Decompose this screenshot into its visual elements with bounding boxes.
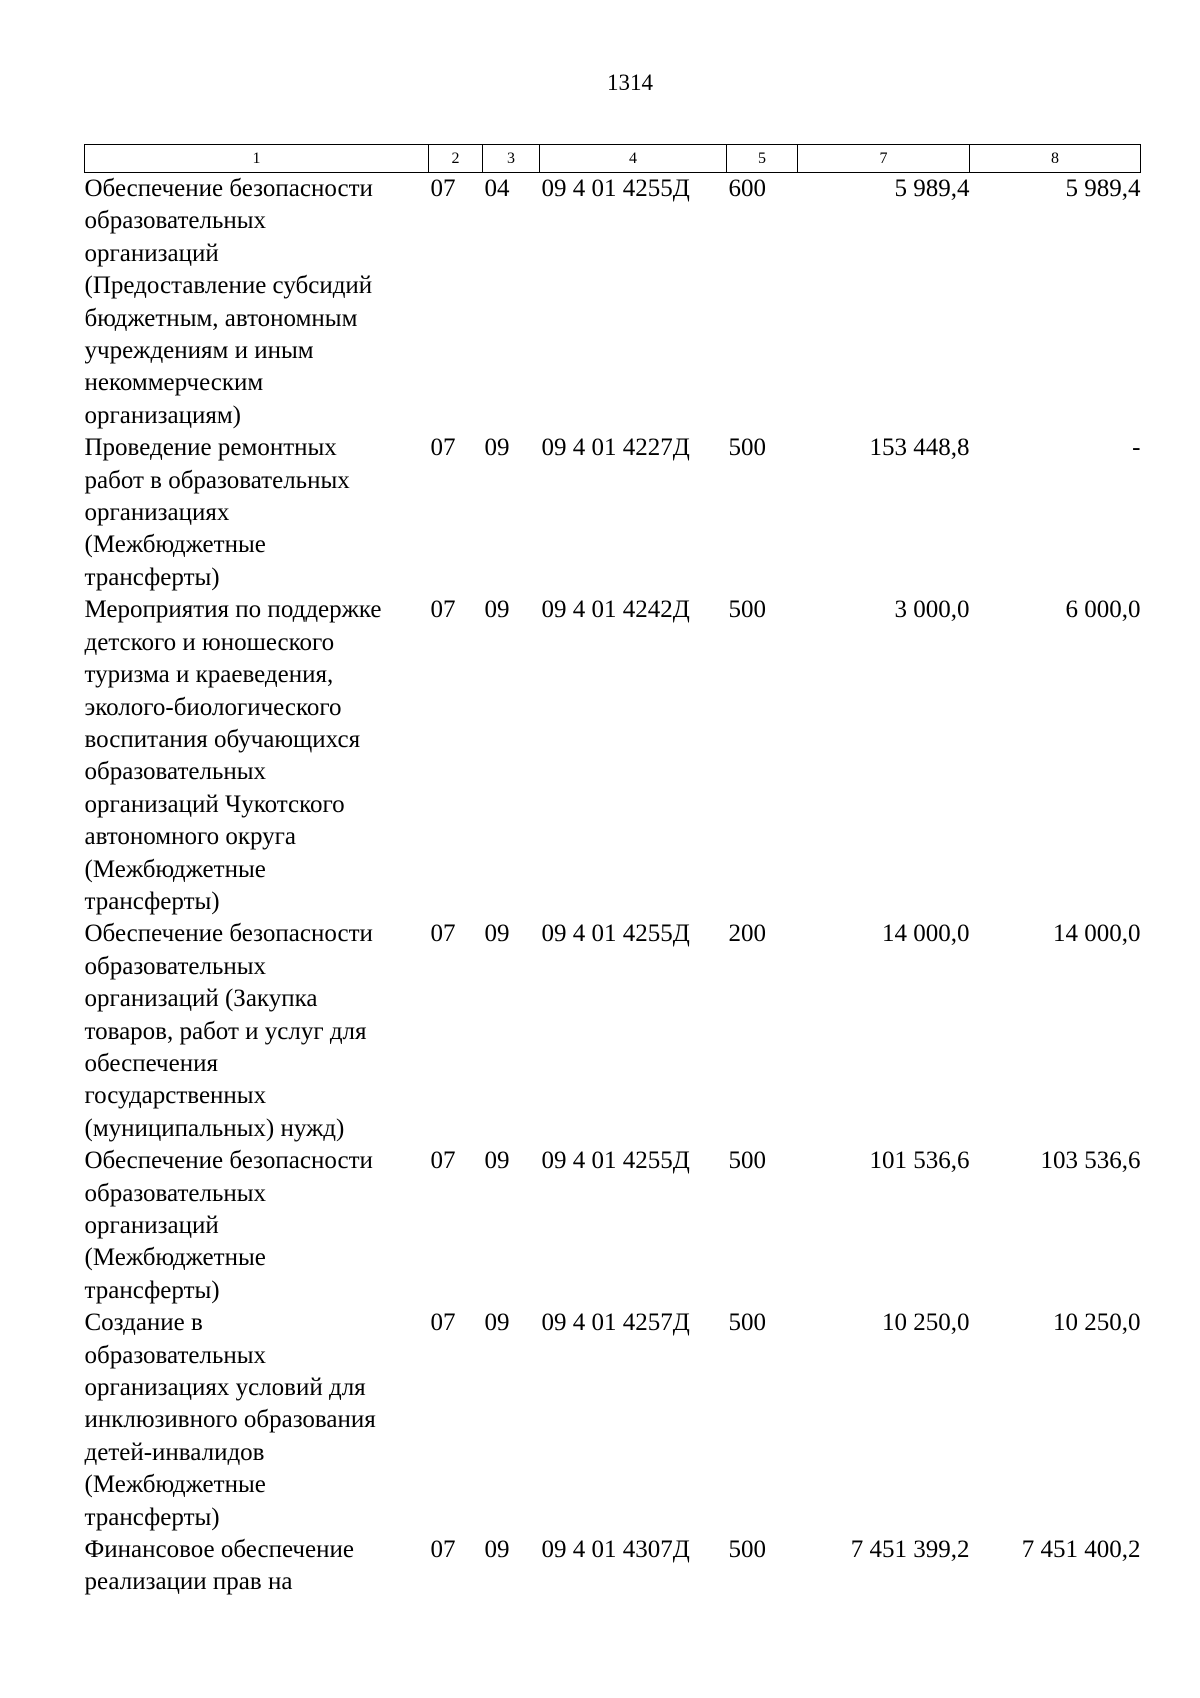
expense-type-code: 500 (728, 434, 766, 462)
row-name-line: (Межбюджетные (84, 531, 266, 559)
expense-type-code: 500 (728, 596, 766, 624)
amount-col-7: 10 250,0 (882, 1309, 970, 1337)
row-name (85, 1307, 429, 1534)
amount-col-7: 101 536,6 (869, 1147, 970, 1175)
subsection-code: 09 (484, 1309, 510, 1337)
budget-table (84, 144, 1141, 1599)
row-name-line: образовательных (84, 758, 267, 786)
expense-type-code: 200 (728, 920, 766, 948)
subsection-code: 09 (484, 920, 510, 948)
row-name-line: автономного округа (84, 823, 297, 851)
amount-col-8: 14 000,0 (1053, 920, 1141, 948)
table-row (85, 1145, 1141, 1307)
row-name-line: Обеспечение безопасности (84, 175, 373, 202)
row-name-line: эколого-биологического (84, 693, 342, 721)
row-name-line: трансферты) (84, 563, 220, 591)
section-code: 07 (430, 1147, 456, 1175)
row-name-line: организациях (84, 499, 230, 527)
header-col-2: 2 (429, 145, 483, 173)
table-row (85, 1307, 1141, 1534)
row-name-line: организаций (84, 1212, 219, 1239)
row-name-line: (Межбюджетные (84, 1244, 266, 1272)
header-col-4: 4 (540, 145, 727, 173)
header-col-7: 7 (798, 145, 970, 173)
header-col-8: 8 (970, 145, 1141, 173)
row-name (85, 173, 429, 433)
table-row (85, 594, 1141, 918)
expense-type-code: 500 (728, 1147, 766, 1175)
target-article-code: 09 4 01 4227Д (541, 434, 690, 462)
row-name-line: образовательных (84, 952, 267, 980)
row-name-line: образовательных (84, 1179, 267, 1207)
row-name (85, 594, 429, 918)
subsection-code: 09 (484, 596, 510, 624)
amount-col-7: 14 000,0 (882, 920, 970, 948)
row-name (85, 918, 429, 1145)
amount-col-8: 6 000,0 (1065, 596, 1141, 624)
row-name-line: Мероприятия по поддержке (84, 596, 382, 624)
target-article-code: 09 4 01 4255Д (541, 175, 690, 202)
expense-type-code: 500 (728, 1536, 766, 1564)
row-name (85, 1534, 429, 1599)
row-name-line: реализации прав на (84, 1568, 293, 1596)
row-name-line: трансферты) (84, 887, 220, 915)
row-name-line: образовательных (84, 207, 267, 235)
header-row (85, 145, 1141, 173)
subsection-code: 09 (484, 1147, 510, 1175)
row-name-line: детей-инвалидов (84, 1438, 265, 1466)
page-number: 1314 (607, 70, 653, 95)
row-name-line: бюджетным, автономным (84, 304, 358, 332)
row-name-line: организациях условий для (84, 1374, 366, 1402)
subsection-code: 04 (484, 175, 510, 202)
amount-col-7: 5 989,4 (894, 175, 970, 202)
row-name-line: образовательных (84, 1341, 267, 1369)
row-name (85, 1145, 429, 1307)
amount-col-8: 103 536,6 (1040, 1147, 1141, 1175)
header-col-5: 5 (727, 145, 798, 173)
row-name-line: инклюзивного образования (84, 1406, 376, 1434)
table-row (85, 1534, 1141, 1599)
header-col-3: 3 (483, 145, 540, 173)
amount-col-7: 153 448,8 (869, 434, 970, 462)
amount-col-7: 3 000,0 (894, 596, 970, 624)
row-name-line: организациям) (84, 401, 241, 429)
row-name-line: трансферты) (84, 1276, 220, 1304)
section-code: 07 (430, 596, 456, 624)
table-row (85, 918, 1141, 1145)
row-name-line: товаров, работ и услуг для (84, 1017, 367, 1045)
section-code: 07 (430, 434, 456, 462)
expense-type-code: 600 (728, 175, 766, 202)
row-name-line: трансферты) (84, 1503, 220, 1531)
row-name-line: учреждениям и иным (84, 337, 314, 365)
row-name-line: Финансовое обеспечение (84, 1536, 354, 1564)
row-name-line: детского и юношеского (84, 628, 335, 656)
row-name-line: Создание в (84, 1309, 203, 1337)
section-code: 07 (430, 1309, 456, 1337)
target-article-code: 09 4 01 4307Д (541, 1536, 690, 1564)
subsection-code: 09 (484, 434, 510, 462)
amount-col-8: 5 989,4 (1065, 175, 1141, 202)
amount-col-8: 10 250,0 (1053, 1309, 1141, 1337)
row-name-line: Проведение ремонтных (84, 434, 337, 462)
row-name-line: Обеспечение безопасности (84, 1147, 373, 1175)
row-name-line: (Межбюджетные (84, 855, 266, 883)
row-name-line: некоммерческим (84, 369, 264, 397)
amount-col-8: - (1132, 434, 1141, 462)
row-name (85, 432, 429, 594)
row-name-line: организаций Чукотского (84, 790, 345, 818)
target-article-code: 09 4 01 4257Д (541, 1309, 690, 1337)
row-name-line: воспитания обучающихся (84, 725, 361, 753)
row-name-line: обеспечения (84, 1049, 218, 1077)
row-name-line: Обеспечение безопасности (84, 920, 373, 948)
row-name-line: (муниципальных) нужд) (84, 1114, 345, 1142)
section-code: 07 (430, 920, 456, 948)
row-name-line: туризма и краеведения, (84, 661, 334, 689)
row-name-line: (Межбюджетные (84, 1471, 266, 1499)
table-row (85, 173, 1141, 433)
amount-col-8: 7 451 400,2 (1021, 1536, 1141, 1564)
expense-type-code: 500 (728, 1309, 766, 1337)
row-name-line: государственных (84, 1082, 267, 1110)
row-name-line: организаций (84, 239, 219, 267)
section-code: 07 (430, 175, 456, 202)
target-article-code: 09 4 01 4255Д (541, 920, 690, 948)
amount-col-7: 7 451 399,2 (850, 1536, 970, 1564)
subsection-code: 09 (484, 1536, 510, 1564)
row-name-line: работ в образовательных (84, 466, 350, 494)
row-name-line: организаций (Закупка (84, 985, 318, 1013)
header-col-1: 1 (85, 145, 429, 173)
row-name-line: (Предоставление субсидий (84, 272, 373, 300)
target-article-code: 09 4 01 4255Д (541, 1147, 690, 1175)
target-article-code: 09 4 01 4242Д (541, 596, 690, 624)
table-row (85, 432, 1141, 594)
section-code: 07 (430, 1536, 456, 1564)
